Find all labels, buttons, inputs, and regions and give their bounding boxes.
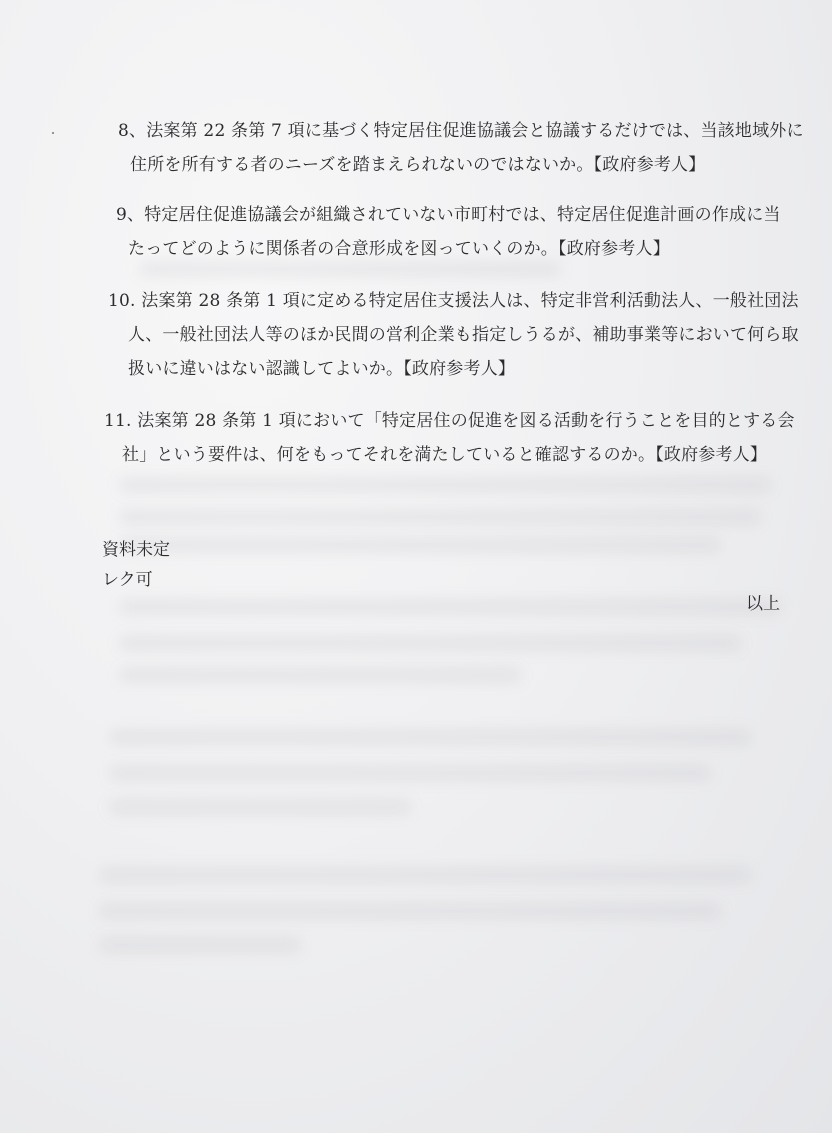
question-text: 住所を所有する者のニーズを踏まえられないのではないか。【政府参考人】: [130, 155, 706, 175]
paper-speck: [52, 132, 54, 134]
show-through-text: [120, 668, 520, 682]
question-item: [104, 404, 795, 472]
question-text: 人、一般社団法人等のほか民間の営利企業も指定しうるが、補助事業等において何ら取: [128, 325, 799, 345]
show-through-text: [120, 478, 770, 492]
question-number: 9、: [116, 205, 145, 225]
question-line: [118, 148, 804, 182]
question-line: [108, 352, 799, 386]
show-through-text: [120, 600, 780, 614]
question-text: 法案第 22 条第 7 項に基づく特定居住促進協議会と協議するだけでは、当該地域外に: [146, 121, 804, 141]
question-text: 法案第 28 条第 1 項において「特定居住の促進を図る活動を行うことを目的とする会: [137, 411, 795, 431]
show-through-text: [100, 904, 720, 918]
question-number: 11.: [104, 411, 132, 431]
question-number: 10.: [108, 291, 136, 311]
question-line: [108, 318, 799, 352]
show-through-text: [100, 938, 300, 952]
show-through-text: [120, 538, 720, 552]
question-line: [116, 232, 781, 266]
question-text: たってどのように関係者の合意形成を図っていくのか。【政府参考人】: [128, 239, 670, 259]
question-item: [108, 284, 799, 386]
lecture-note: レク可: [102, 570, 153, 590]
show-through-text: [120, 636, 740, 650]
question-text: 扱いに違いはない認識してよいか。【政府参考人】: [128, 359, 516, 379]
question-item: [116, 198, 781, 266]
show-through-text: [100, 868, 750, 882]
question-text: 特定居住促進協議会が組織されていない市町村では、特定居住促進計画の作成に当: [144, 205, 781, 225]
show-through-text: [110, 766, 710, 780]
question-line: [104, 438, 795, 472]
show-through-text: [120, 510, 760, 524]
question-text: 社」という要件は、何をもってそれを満たしていると確認するのか。【政府参考人】: [122, 445, 768, 465]
show-through-text: [110, 800, 410, 814]
question-line: [116, 198, 781, 232]
show-through-text: [110, 730, 750, 744]
question-line: [104, 404, 795, 438]
question-line: [108, 284, 799, 318]
question-number: 8、: [118, 121, 147, 141]
question-line: [118, 114, 804, 148]
material-note: 資料未定: [102, 540, 170, 560]
closing-mark: 以上: [746, 594, 780, 614]
question-text: 法案第 28 条第 1 項に定める特定居住支援法人は、特定非営利活動法人、一般社団法: [141, 291, 799, 311]
question-item: [118, 114, 804, 182]
